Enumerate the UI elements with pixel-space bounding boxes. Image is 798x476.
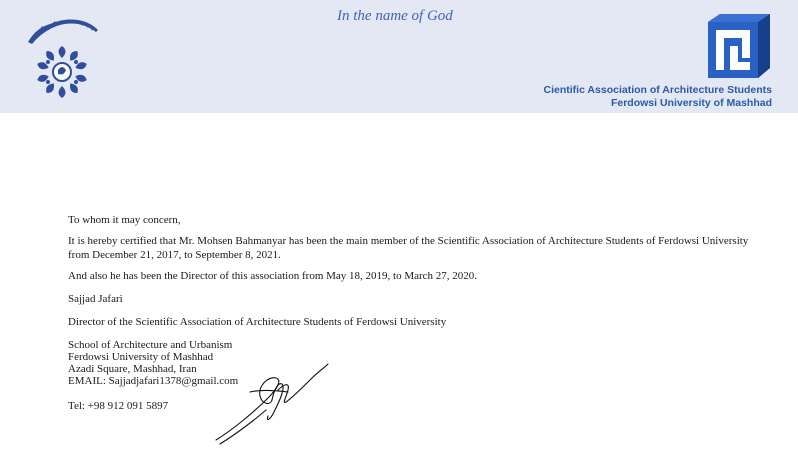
signer-title: Director of the Scientific Association of Architecture Students of Ferdowsi University — [68, 316, 447, 328]
letter-body — [68, 213, 768, 413]
signer-name: Sajjad Jafari — [68, 293, 123, 305]
address-line-university: Ferdowsi University of Mashhad — [68, 351, 214, 363]
association-name-line1: Cientific Association of Architecture Students — [543, 84, 772, 96]
address-block — [68, 339, 768, 387]
address-line-school: School of Architecture and Urbanism — [68, 339, 233, 351]
association-name-line2: Ferdowsi University of Mashhad — [610, 97, 772, 109]
letterhead-band — [0, 0, 798, 113]
address-line-city: Azadi Square, Mashhad, Iran — [68, 363, 197, 375]
association-block-logo-icon — [696, 12, 772, 82]
salutation: To whom it may concern, — [68, 214, 181, 226]
telephone-line: Tel: +98 912 091 5897 — [68, 400, 169, 412]
association-name — [543, 84, 772, 110]
bismillah-heading: In the name of God — [337, 8, 453, 24]
director-statement: And also he has been the Director of this association from May 18, 2019, to March 27, 2020. — [68, 270, 478, 282]
handwritten-signature — [212, 360, 332, 446]
persian-calligraphy-emblem-icon — [22, 8, 102, 104]
email-line: EMAIL: Sajjadjafari1378@gmail.com — [68, 375, 239, 387]
certification-paragraph: It is hereby certified that Mr. Mohsen Bahmanyar has been the main member of the Scientific Association of Architecture Students of Ferdowsi University from December 21, 2017, to September 8, 2021. — [68, 235, 749, 261]
